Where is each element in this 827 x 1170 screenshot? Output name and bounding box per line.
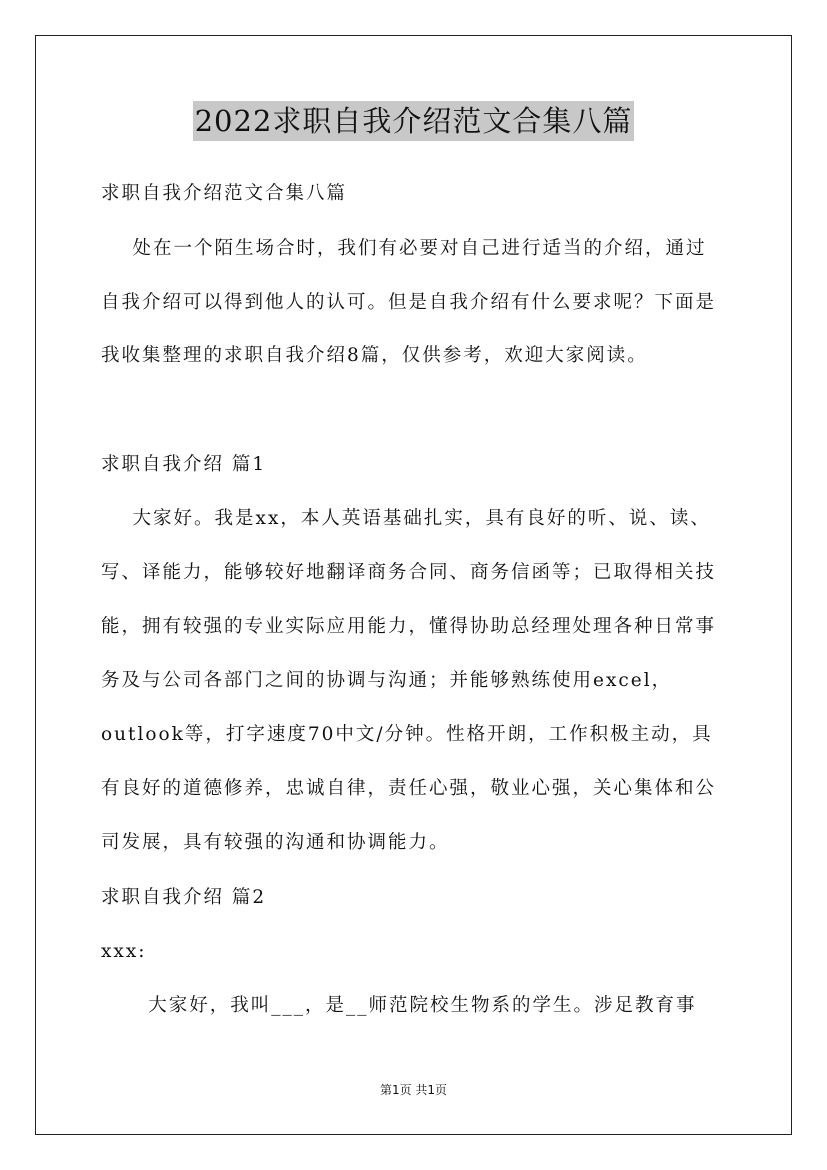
paragraph-line: 自我介绍可以得到他人的认可。但是自我介绍有什么要求呢？下面是 xyxy=(101,292,717,313)
paragraph-line: 务及与公司各部门之间的协调与沟通；并能够熟练使用excel， xyxy=(101,670,673,691)
salutation-line: xxx: xyxy=(101,941,147,962)
paragraph-line: outlook等，打字速度70中文/分钟。性格开朗，工作积极主动，具 xyxy=(101,724,713,745)
subtitle-line: 求职自我介绍范文合集八篇 xyxy=(101,183,348,204)
document-title-wrap xyxy=(0,101,827,141)
paragraph-line: 处在一个陌生场合时，我们有必要对自己进行适当的介绍，通过 xyxy=(101,238,707,259)
paragraph-line: 写、译能力，能够较好地翻译商务合同、商务信函等；已取得相关技 xyxy=(101,562,717,583)
paragraph-line: 能，拥有较强的专业实际应用能力，懂得协助总经理处理各种日常事 xyxy=(101,616,717,637)
section-heading-2: 求职自我介绍 篇2 xyxy=(101,887,267,908)
document-title: 2022求职自我介绍范文合集八篇 xyxy=(193,101,635,141)
paragraph-line: 大家好，我叫___，是__师范院校生物系的学生。涉足教育事 xyxy=(101,995,697,1016)
paragraph-line: 司发展，具有较强的沟通和协调能力。 xyxy=(101,832,450,853)
paragraph-line: 有良好的道德修养，忠诚自律，责任心强，敬业心强，关心集体和公 xyxy=(101,778,717,799)
section-heading-1: 求职自我介绍 篇1 xyxy=(101,454,267,475)
paragraph-line: 我收集整理的求职自我介绍8篇，仅供参考，欢迎大家阅读。 xyxy=(101,345,648,366)
page-footer: 第1页 共1页 xyxy=(379,1083,448,1097)
paragraph-line: 大家好。我是xx，本人英语基础扎实，具有良好的听、说、读、 xyxy=(101,508,711,529)
